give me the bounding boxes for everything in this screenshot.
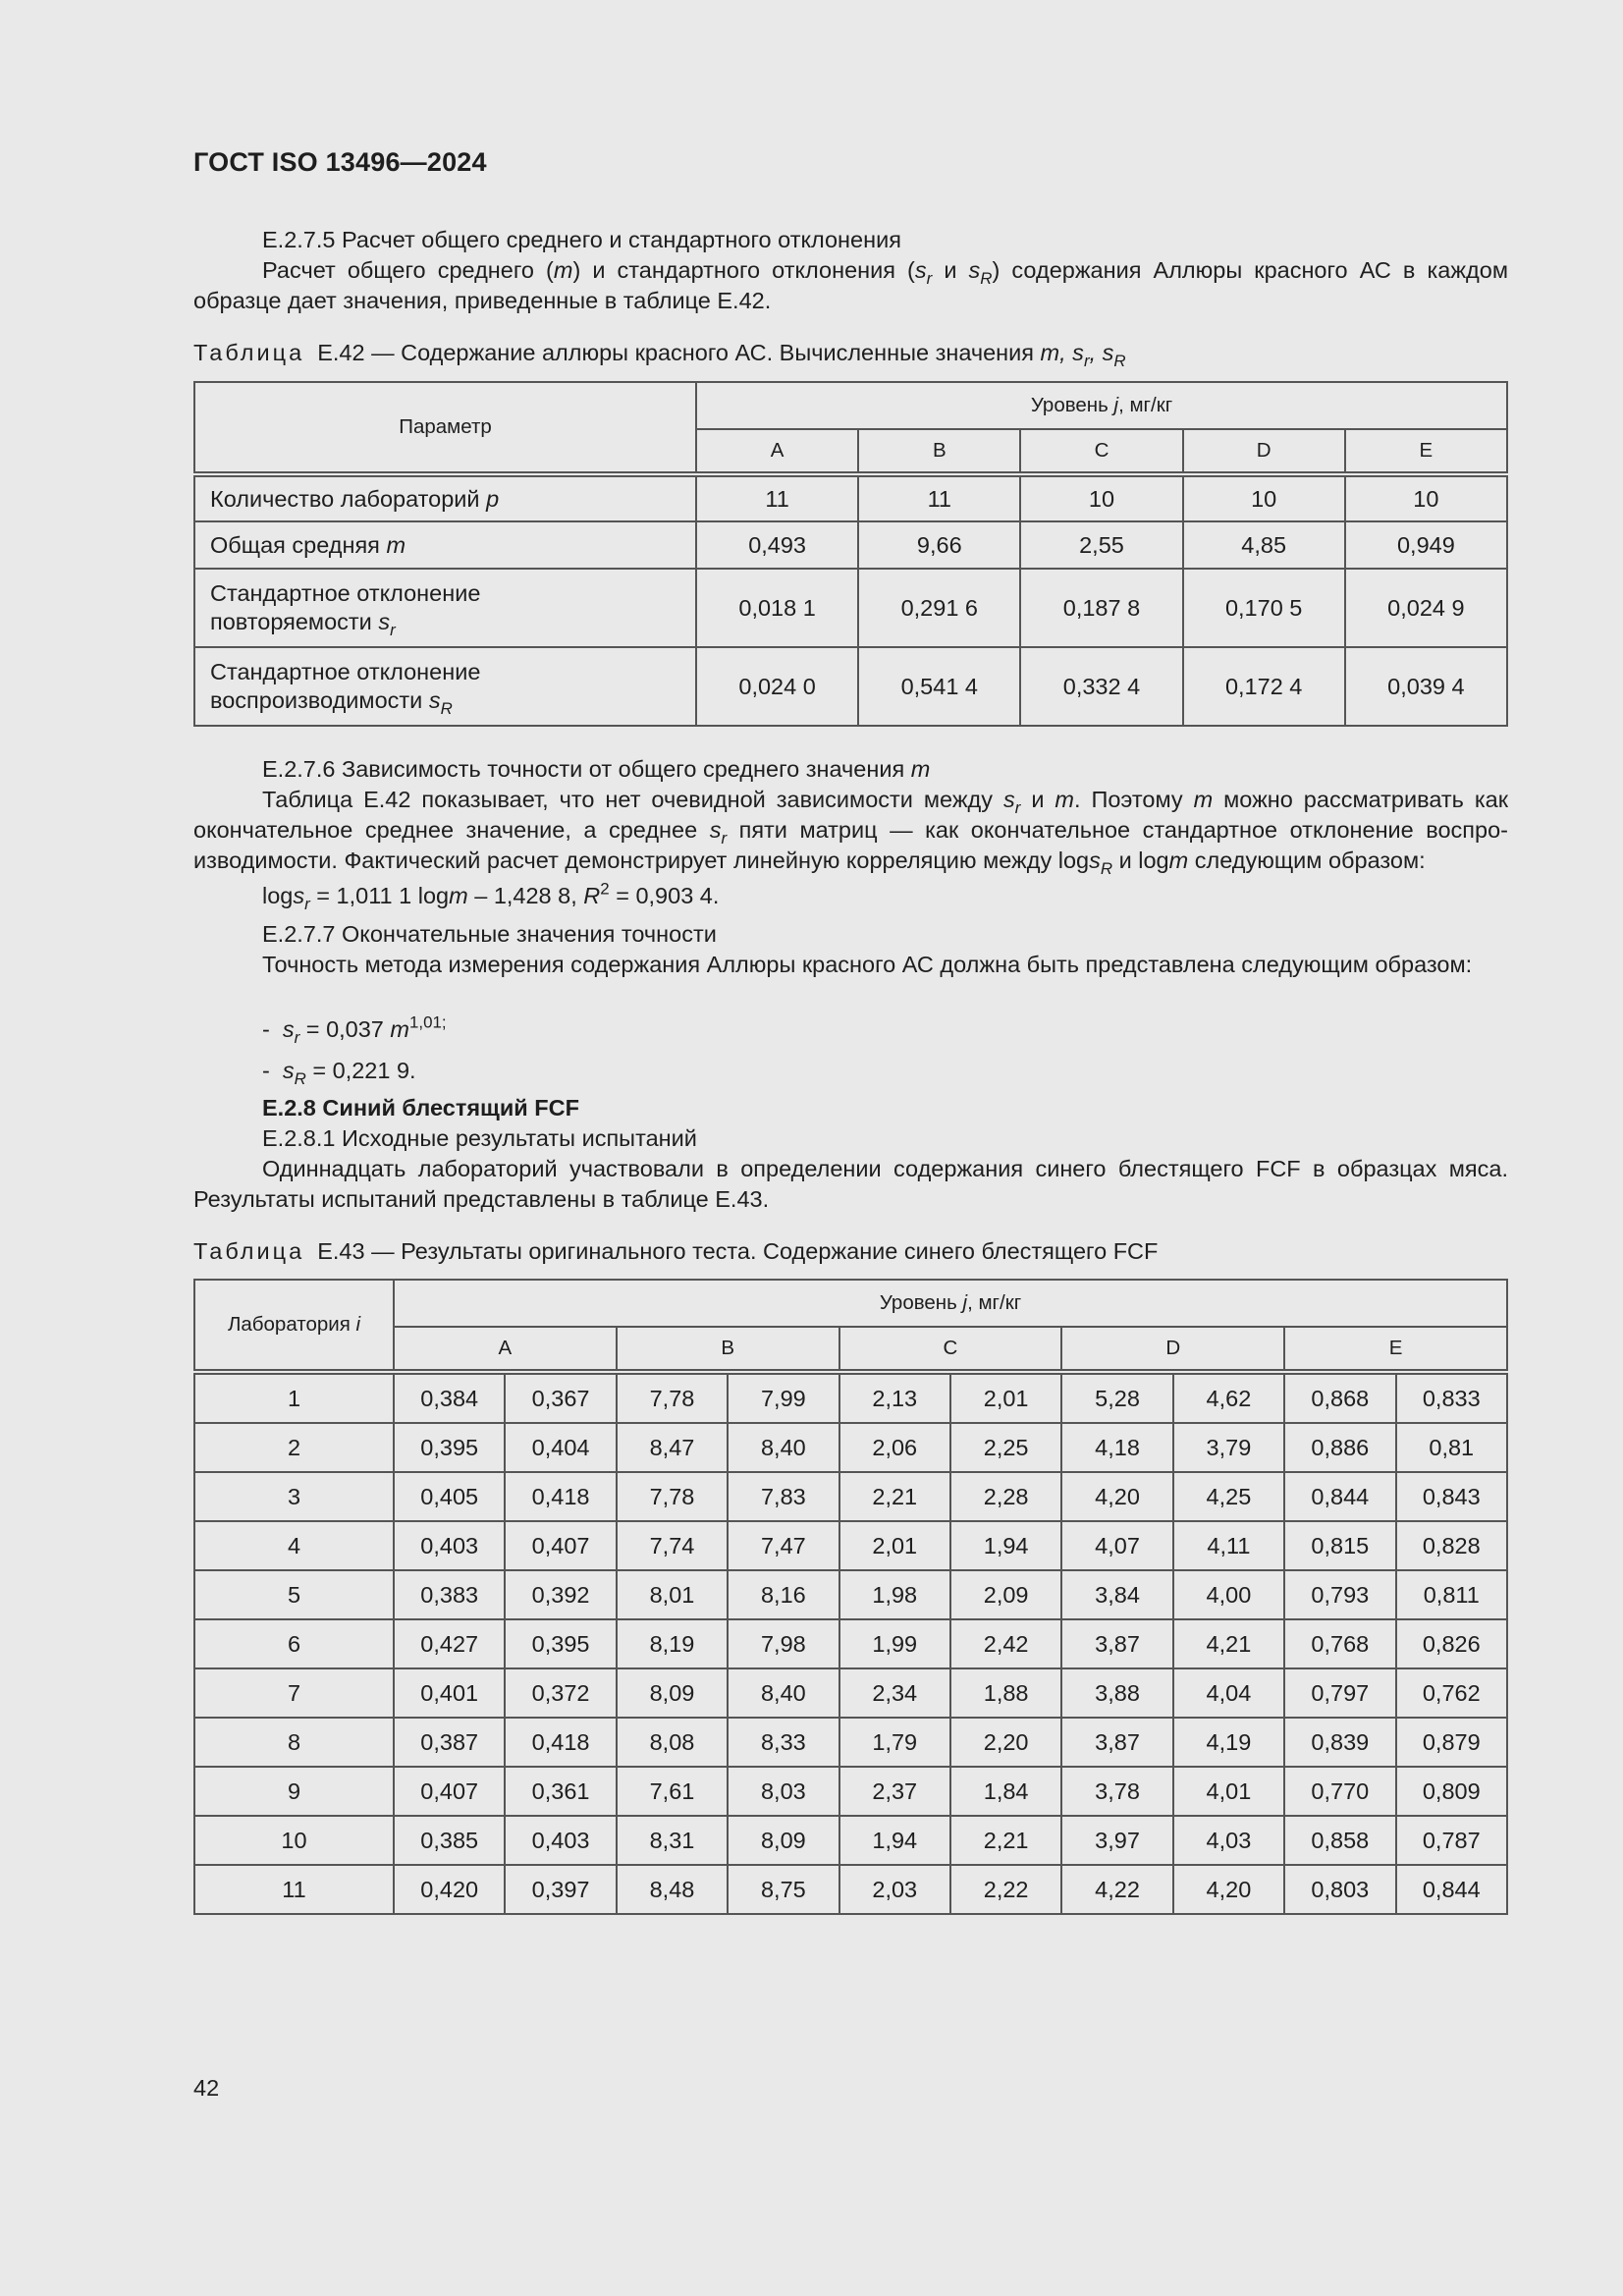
- table-cell: 8,47: [617, 1423, 728, 1472]
- table-cell: 0,770: [1284, 1767, 1395, 1816]
- section-e276-heading: E.2.7.6 Зависимость точности от общего среднего значения m: [262, 756, 931, 782]
- lab-number-cell: 4: [194, 1521, 394, 1570]
- table-cell: 5,28: [1061, 1372, 1172, 1423]
- table-row: [194, 1570, 1507, 1619]
- table-cell: 4,62: [1173, 1372, 1284, 1423]
- section-e277-heading: E.2.7.7 Окончательные значения точности: [262, 921, 717, 947]
- table-cell: 8,31: [617, 1816, 728, 1865]
- table-cell: 4,18: [1061, 1423, 1172, 1472]
- table-cell: 8,03: [728, 1767, 839, 1816]
- table-cell: 2,28: [950, 1472, 1061, 1521]
- table-row: [194, 1767, 1507, 1816]
- table-cell: 7,61: [617, 1767, 728, 1816]
- table-cell: 4,03: [1173, 1816, 1284, 1865]
- table-cell: 8,48: [617, 1865, 728, 1914]
- table-cell: 0,762: [1396, 1668, 1507, 1718]
- table-cell: 2,21: [950, 1816, 1061, 1865]
- table-cell: 10: [1183, 474, 1345, 521]
- table-cell: 11: [858, 474, 1020, 521]
- table-cell: 0,404: [505, 1423, 616, 1472]
- table-cell: 0,024 9: [1345, 569, 1507, 647]
- section-e28-heading: E.2.8 Синий блестящий FCF: [262, 1095, 579, 1121]
- table-cell: 0,403: [505, 1816, 616, 1865]
- table-cell: 0,493: [696, 521, 858, 569]
- table-row: [194, 1521, 1507, 1570]
- table-row: [194, 1865, 1507, 1914]
- precision-bullet-sr: - $s_r = 0,037$ $m^{1,01;}$: [262, 1012, 447, 1047]
- table-row: [194, 1668, 1507, 1718]
- table-cell: 0,803: [1284, 1865, 1395, 1914]
- table-cell: 0,768: [1284, 1619, 1395, 1668]
- lab-number-cell: 11: [194, 1865, 394, 1914]
- table-cell: 0,811: [1396, 1570, 1507, 1619]
- table-cell: 7,99: [728, 1372, 839, 1423]
- table-cell: 4,21: [1173, 1619, 1284, 1668]
- table-cell: 0,815: [1284, 1521, 1395, 1570]
- table-cell: 8,09: [617, 1668, 728, 1718]
- table-cell: 0,024 0: [696, 647, 858, 726]
- table-cell: 2,03: [839, 1865, 950, 1914]
- table-cell: 0,879: [1396, 1718, 1507, 1767]
- table-cell: 7,74: [617, 1521, 728, 1570]
- table-cell: 0,886: [1284, 1423, 1395, 1472]
- table-cell: 3,87: [1061, 1718, 1172, 1767]
- row-label: Стандартное отклонение повторяемости $s_r$: [194, 569, 696, 647]
- table-row: [194, 569, 1507, 647]
- row-label: Стандартное отклонение воспроизводимости $s_R$: [194, 647, 696, 726]
- table-cell: 4,22: [1061, 1865, 1172, 1914]
- table-cell: 4,20: [1061, 1472, 1172, 1521]
- table-cell: 1,98: [839, 1570, 950, 1619]
- table-cell: 8,33: [728, 1718, 839, 1767]
- table-cell: 0,541 4: [858, 647, 1020, 726]
- table-cell: 0,809: [1396, 1767, 1507, 1816]
- section-e281-paragraph: Одиннадцать лабораторий участвовали в определении содержания синего блестящего FCF в образцах мяса. Результаты испытаний представлены в таблице Е.43.: [193, 1156, 1508, 1212]
- page-number: 42: [193, 2075, 220, 2101]
- lab-number-cell: 2: [194, 1423, 394, 1472]
- precision-bullet-sR: - $s_R = 0,221$ 9.: [262, 1058, 416, 1088]
- table-row: [194, 1372, 1507, 1423]
- table-cell: 0,828: [1396, 1521, 1507, 1570]
- table-cell: 1,94: [950, 1521, 1061, 1570]
- table-cell: 11: [696, 474, 858, 521]
- lab-number-cell: 1: [194, 1372, 394, 1423]
- lab-number-cell: 10: [194, 1816, 394, 1865]
- table-e42: [193, 381, 1508, 727]
- table-row: [194, 1423, 1507, 1472]
- table-cell: 2,09: [950, 1570, 1061, 1619]
- table-cell: 4,20: [1173, 1865, 1284, 1914]
- table-cell: 4,04: [1173, 1668, 1284, 1718]
- table-cell: 0,385: [394, 1816, 505, 1865]
- table-cell: 0,797: [1284, 1668, 1395, 1718]
- table-cell: 0,401: [394, 1668, 505, 1718]
- table-cell: 0,387: [394, 1718, 505, 1767]
- table-cell: 3,84: [1061, 1570, 1172, 1619]
- section-e275-paragraph: Расчет общего среднего (m) и стандартного отклонения ($s_r$ и $s_R$) содержания Аллюры красного АС в каждом образце дает значения, приведенные в таблице Е.42.: [193, 257, 1508, 313]
- section-e277-paragraph: Точность метода измерения содержания Аллюры красного АС должна быть представлена следующим образом:: [262, 952, 1473, 977]
- table-cell: 0,372: [505, 1668, 616, 1718]
- level-header: Уровень j, мг/кг: [394, 1280, 1507, 1327]
- table-cell: 3,87: [1061, 1619, 1172, 1668]
- lab-number-cell: 9: [194, 1767, 394, 1816]
- table-cell: 8,09: [728, 1816, 839, 1865]
- table-cell: 3,88: [1061, 1668, 1172, 1718]
- table-cell: 7,47: [728, 1521, 839, 1570]
- table-cell: 8,19: [617, 1619, 728, 1668]
- table-cell: 1,99: [839, 1619, 950, 1668]
- table-cell: 2,21: [839, 1472, 950, 1521]
- table-row: [194, 521, 1507, 569]
- table-e43-caption: Таблица Е.43 — Результаты оригинального теста. Содержание синего блестящего FCF: [193, 1238, 1159, 1264]
- table-cell: 0,332 4: [1020, 647, 1182, 726]
- table-cell: 0,407: [505, 1521, 616, 1570]
- level-col-header: C: [1020, 429, 1182, 474]
- table-cell: 10: [1345, 474, 1507, 521]
- level-col-header: D: [1061, 1327, 1284, 1372]
- table-cell: 3,78: [1061, 1767, 1172, 1816]
- lab-number-cell: 7: [194, 1668, 394, 1718]
- table-row: [194, 1472, 1507, 1521]
- table-cell: 0,187 8: [1020, 569, 1182, 647]
- table-cell: 2,01: [839, 1521, 950, 1570]
- table-cell: 2,20: [950, 1718, 1061, 1767]
- table-cell: 10: [1020, 474, 1182, 521]
- table-cell: 8,01: [617, 1570, 728, 1619]
- level-col-header: C: [839, 1327, 1062, 1372]
- level-col-header: E: [1284, 1327, 1507, 1372]
- level-col-header: A: [394, 1327, 617, 1372]
- table-row: [194, 1718, 1507, 1767]
- table-cell: 1,84: [950, 1767, 1061, 1816]
- table-row: [194, 474, 1507, 521]
- table-cell: 7,78: [617, 1472, 728, 1521]
- table-cell: 7,83: [728, 1472, 839, 1521]
- table-cell: 0,844: [1284, 1472, 1395, 1521]
- lab-header: Лаборатория i: [194, 1280, 394, 1372]
- level-header: Уровень j, мг/кг: [696, 382, 1507, 429]
- section-e275-heading: E.2.7.5 Расчет общего среднего и стандартного отклонения: [262, 227, 901, 252]
- table-cell: 4,07: [1061, 1521, 1172, 1570]
- row-label: Общая средняя m: [194, 521, 696, 569]
- table-cell: 8,16: [728, 1570, 839, 1619]
- table-cell: 0,384: [394, 1372, 505, 1423]
- regression-equation: logs$_r$ = 1,011 1 logm – 1,428 8, $R^2 = 0,903$ 4.: [262, 879, 720, 913]
- table-cell: 7,98: [728, 1619, 839, 1668]
- table-cell: 0,418: [505, 1718, 616, 1767]
- table-cell: 1,79: [839, 1718, 950, 1767]
- table-cell: 0,407: [394, 1767, 505, 1816]
- table-cell: 0,843: [1396, 1472, 1507, 1521]
- lab-number-cell: 3: [194, 1472, 394, 1521]
- table-cell: 2,37: [839, 1767, 950, 1816]
- table-cell: 0,405: [394, 1472, 505, 1521]
- table-cell: 8,40: [728, 1423, 839, 1472]
- table-cell: 0,844: [1396, 1865, 1507, 1914]
- document-header: ГОСТ ISO 13496—2024: [193, 147, 487, 177]
- table-cell: 0,833: [1396, 1372, 1507, 1423]
- table-cell: 2,34: [839, 1668, 950, 1718]
- table-e42-caption: Таблица Е.42 — Содержание аллюры красного АС. Вычисленные значения m, $s_r$, $s_R$: [193, 340, 1126, 370]
- row-label: Количество лабораторий p: [194, 474, 696, 521]
- table-cell: 0,403: [394, 1521, 505, 1570]
- lab-number-cell: 6: [194, 1619, 394, 1668]
- table-cell: 0,361: [505, 1767, 616, 1816]
- table-cell: 4,01: [1173, 1767, 1284, 1816]
- table-cell: 0,170 5: [1183, 569, 1345, 647]
- level-col-header: E: [1345, 429, 1507, 474]
- table-cell: 2,06: [839, 1423, 950, 1472]
- table-cell: 0,826: [1396, 1619, 1507, 1668]
- table-cell: 0,868: [1284, 1372, 1395, 1423]
- table-cell: 0,018 1: [696, 569, 858, 647]
- table-cell: 0,383: [394, 1570, 505, 1619]
- table-cell: 0,395: [394, 1423, 505, 1472]
- table-row: [194, 647, 1507, 726]
- section-e281-heading: E.2.8.1 Исходные результаты испытаний: [262, 1125, 697, 1151]
- param-header: Параметр: [194, 382, 696, 474]
- table-cell: 0,81: [1396, 1423, 1507, 1472]
- table-cell: 3,79: [1173, 1423, 1284, 1472]
- table-cell: 2,01: [950, 1372, 1061, 1423]
- level-col-header: B: [858, 429, 1020, 474]
- table-cell: 0,418: [505, 1472, 616, 1521]
- lab-number-cell: 8: [194, 1718, 394, 1767]
- table-cell: 0,858: [1284, 1816, 1395, 1865]
- section-e276-paragraph: Таблица Е.42 показывает, что нет очевидной зависимости между $s_r$ и m. Поэтому m можно рассматривать как окончательное среднее значение, а среднее $s_r$ пяти матриц — как окончательное стандартное отклонение воспро-изводимости. Фактический расчет демонстрирует линейную корреляцию между logs$_R$ и logm следующим образом:: [193, 787, 1508, 878]
- table-cell: 0,793: [1284, 1570, 1395, 1619]
- table-cell: 3,97: [1061, 1816, 1172, 1865]
- table-cell: 2,22: [950, 1865, 1061, 1914]
- table-cell: 8,08: [617, 1718, 728, 1767]
- table-cell: 8,40: [728, 1668, 839, 1718]
- level-col-header: D: [1183, 429, 1345, 474]
- table-cell: 2,25: [950, 1423, 1061, 1472]
- table-cell: 0,787: [1396, 1816, 1507, 1865]
- table-cell: 0,427: [394, 1619, 505, 1668]
- table-cell: 1,94: [839, 1816, 950, 1865]
- table-cell: 0,839: [1284, 1718, 1395, 1767]
- table-row: [194, 1619, 1507, 1668]
- table-cell: 0,397: [505, 1865, 616, 1914]
- table-cell: 0,291 6: [858, 569, 1020, 647]
- table-cell: 9,66: [858, 521, 1020, 569]
- level-col-header: B: [617, 1327, 839, 1372]
- table-cell: 0,039 4: [1345, 647, 1507, 726]
- table-cell: 2,13: [839, 1372, 950, 1423]
- table-cell: 8,75: [728, 1865, 839, 1914]
- table-cell: 0,420: [394, 1865, 505, 1914]
- table-cell: 4,00: [1173, 1570, 1284, 1619]
- table-cell: 2,55: [1020, 521, 1182, 569]
- level-col-header: A: [696, 429, 858, 474]
- table-cell: 0,395: [505, 1619, 616, 1668]
- table-cell: 0,172 4: [1183, 647, 1345, 726]
- table-e43: [193, 1279, 1508, 1915]
- table-cell: 4,85: [1183, 521, 1345, 569]
- table-cell: 7,78: [617, 1372, 728, 1423]
- table-cell: 0,949: [1345, 521, 1507, 569]
- table-cell: 4,25: [1173, 1472, 1284, 1521]
- table-cell: 4,19: [1173, 1718, 1284, 1767]
- table-cell: 4,11: [1173, 1521, 1284, 1570]
- table-cell: 1,88: [950, 1668, 1061, 1718]
- table-cell: 2,42: [950, 1619, 1061, 1668]
- lab-number-cell: 5: [194, 1570, 394, 1619]
- table-cell: 0,367: [505, 1372, 616, 1423]
- table-cell: 0,392: [505, 1570, 616, 1619]
- table-row: [194, 1816, 1507, 1865]
